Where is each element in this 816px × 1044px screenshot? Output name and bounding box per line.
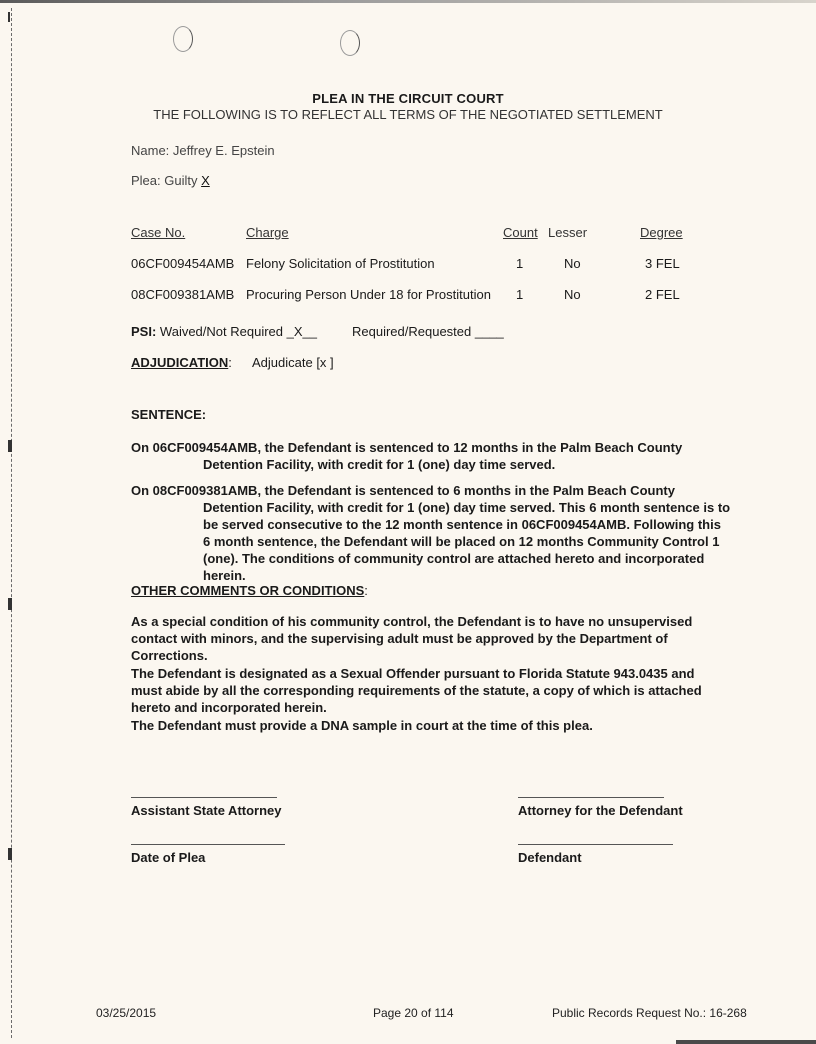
plea-mark: X <box>201 173 210 188</box>
condition-2: The Defendant is designated as a Sexual Offender pursuant to Florida Statute 943.0435 and must abide by all the corresponding requirements of the statute, a copy of which is attached hereto and incorporated herein. <box>131 666 702 715</box>
sentence-2-rest: Detention Facility, with credit for 1 (one) day time served. This 6 month sentence is to be served consecutive to the 12 month sentence in 06CF009454AMB. Following this 6 month sentence, the Defendant will be placed on 12 months Community Control 1 (one). The conditions of community control are attached hereto and incorporated herein. <box>203 500 731 583</box>
header-lesser: Lesser <box>548 225 588 240</box>
footer-request: Public Records Request No.: 16-268 <box>552 1006 747 1020</box>
defendant-name-row <box>131 143 275 158</box>
plea-label: Plea: Guilty <box>131 173 198 188</box>
name-value: Jeffrey E. Epstein <box>172 143 275 158</box>
punch-mark <box>8 598 12 610</box>
signature-line-defendant <box>518 844 673 845</box>
header-count: Count <box>503 225 538 240</box>
sentence-2-first: On 08CF009381AMB, the Defendant is sentenced to 6 months in the Palm Beach County <box>131 483 675 498</box>
scan-edge-top <box>0 0 816 3</box>
row2-charge: Procuring Person Under 18 for Prostitution <box>246 287 491 302</box>
footer-page: Page 20 of 114 <box>373 1006 454 1020</box>
footer-date: 03/25/2015 <box>96 1006 157 1020</box>
signature-label-date: Date of Plea <box>131 850 206 865</box>
plea-row <box>131 173 210 188</box>
header-degree: Degree <box>640 225 683 240</box>
sentence-heading: SENTENCE: <box>131 407 207 422</box>
signature-label-defense-attorney: Attorney for the Defendant <box>518 803 683 818</box>
row1-degree: 3 FEL <box>645 256 680 271</box>
row1-lesser: No <box>564 256 581 271</box>
other-heading: OTHER COMMENTS OR CONDITIONS <box>131 583 365 598</box>
row2-degree: 2 FEL <box>645 287 680 302</box>
document-title: PLEA IN THE CIRCUIT COURT <box>312 91 504 106</box>
row1-count: 1 <box>516 256 524 271</box>
signature-label-defendant: Defendant <box>518 850 582 865</box>
other-heading-colon: : <box>364 583 368 598</box>
signature-line-asa <box>131 797 277 798</box>
punch-mark <box>8 848 12 860</box>
row1-charge: Felony Solicitation of Prostitution <box>246 256 435 271</box>
header-case-no: Case No. <box>131 225 186 240</box>
psi-required: Required/Requested ____ <box>352 324 504 339</box>
perforation-edge <box>11 8 12 1038</box>
psi-label: PSI: <box>131 324 157 339</box>
signature-line-defense-attorney <box>518 797 664 798</box>
sentence-paragraph-1 <box>131 439 731 473</box>
staple-hole-mark <box>340 30 360 56</box>
row2-lesser: No <box>564 287 581 302</box>
psi-waived: Waived/Not Required _X__ <box>159 324 317 339</box>
header-charge: Charge <box>246 225 289 240</box>
row1-case-no: 06CF009454AMB <box>131 256 235 271</box>
row2-count: 1 <box>516 287 524 302</box>
row2-case-no: 08CF009381AMB <box>131 287 235 302</box>
psi-row <box>131 324 317 339</box>
sentence-1-first: On 06CF009454AMB, the Defendant is sentenced to 12 months in the Palm Beach County <box>131 440 683 455</box>
staple-hole-mark <box>173 26 193 52</box>
adjudication-label: ADJUDICATION <box>131 355 229 370</box>
name-label: Name: <box>131 143 170 158</box>
document-subtitle: THE FOLLOWING IS TO REFLECT ALL TERMS OF THE NEGOTIATED SETTLEMENT <box>153 107 663 122</box>
adjudication-colon: : <box>228 355 232 370</box>
sentence-1-rest: Detention Facility, with credit for 1 (one) day time served. <box>203 457 556 472</box>
adjudication-row <box>131 355 232 370</box>
punch-mark <box>8 440 12 452</box>
signature-label-asa: Assistant State Attorney <box>131 803 282 818</box>
other-heading-row <box>131 583 368 598</box>
sentence-paragraph-2 <box>131 482 731 584</box>
condition-3: The Defendant must provide a DNA sample in court at the time of this plea. <box>131 718 593 733</box>
punch-mark <box>8 12 10 22</box>
condition-1: As a special condition of his community control, the Defendant is to have no unsupervised contact with minors, and the supervising adult must be approved by the Department of Corrections. <box>131 614 693 663</box>
adjudication-value: Adjudicate [x ] <box>252 355 334 370</box>
signature-line-date <box>131 844 285 845</box>
scan-edge-bottom <box>676 1040 816 1044</box>
